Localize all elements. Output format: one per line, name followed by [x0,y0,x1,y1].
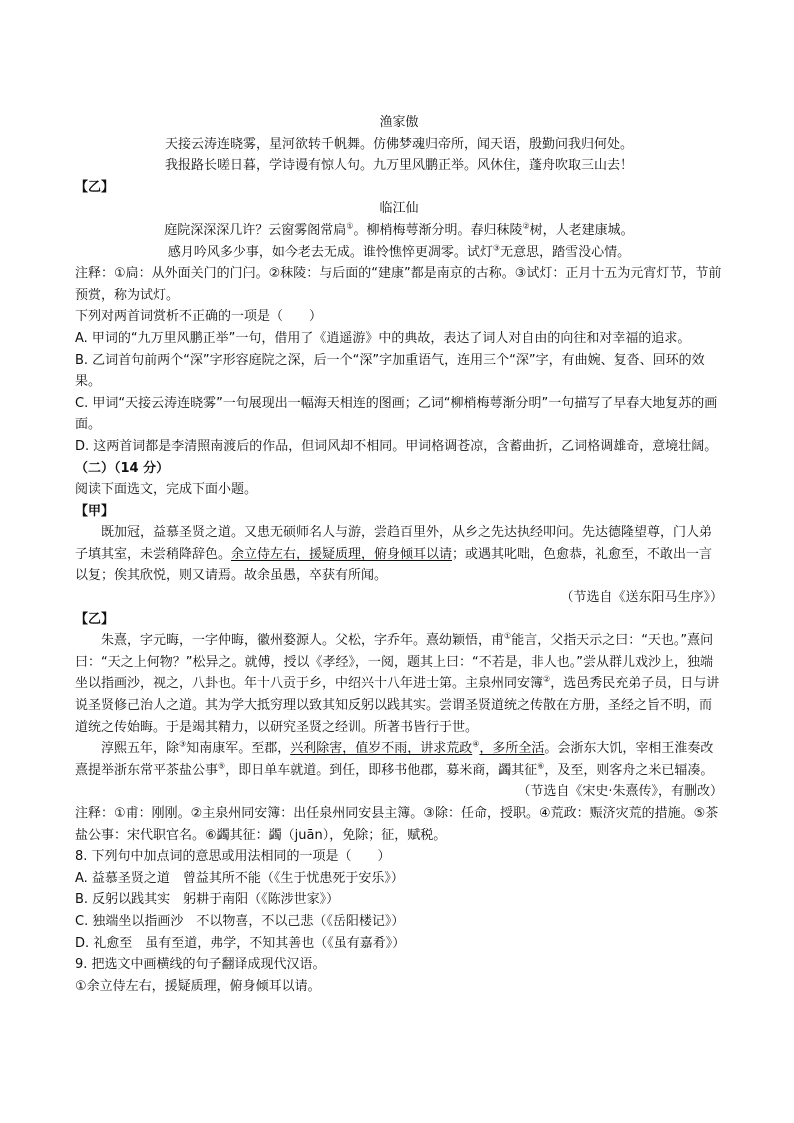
poem2-line2: 感月吟风多少事，如今老去无成。谁怜憔悴更凋零。试灯③无意思，踏雪没心情。 [167,243,631,260]
poem1-title: 渔家傲 [379,115,419,130]
underlined-sentence: 余立侍左右，援疑质理，俯身倾耳以请 [231,546,453,562]
section2-instruction: 阅读下面选文，完成下面小题。 [75,482,258,498]
note-marker: ① [504,631,512,641]
note-marker: ③ [179,739,187,749]
poem1-line1: 天接云涛连晓雾，星河欲转千帆舞。仿佛梦魂归帝所，闻天语，殷勤问我归何处。 [164,136,633,152]
label-yi-poem: 【乙】 [75,179,115,195]
q8-option-b: B. 反躬以践其实 躬耕于南阳（《陈涉世家》） [75,892,340,908]
label-yi: 【乙】 [75,611,115,627]
jia-passage: 既加冠，益慕圣贤之道。又患无硕师名人与游，尝趋百里外，从乡之先达执经叩问。先达德隆望尊，门人弟子填其室，未尝稍降辞色。余立侍左右，援疑质理，俯身倾耳以请；或遇其叱咄，色愈恭，礼愈至，不敢出一言以复；俟其欣悦，则又请焉。故余虽愚，卒获有所闻。 [75,525,713,584]
note-marker: ③ [492,243,501,253]
note-marker: ② [522,221,530,231]
yi-passage-2: 淳熙五年，除③知南康军。至郡，兴利除害，值岁不雨，讲求荒政④，多所全活。会浙东大饥，宰相王淮奏改熹提举浙东常平茶盐公事⑤，即日单车就道。到任，即移书他郡，募米商，蠲其征⑥，及至，则客舟之米已辐凑。 [75,739,714,778]
q8-option-a: A. 益慕圣贤之道 曾益其所不能（《生于忧患死于安乐》） [75,870,404,886]
question-poem-option-b: B. 乙词首句前两个“深”字形容庭院之深，后一个“深”字加重语气，连用三个“深”字，有曲婉、复沓、回环的效果。 [75,352,705,390]
label-jia: 【甲】 [75,503,115,519]
question-poem-option-d: D. 这两首词都是李清照南渡后的作品，但词风却不相同。甲词格调苍凉，含蓄曲折，乙词格调雄奇，意境壮阔。 [75,438,718,454]
poem2-title: 临江仙 [379,201,419,217]
question-poem-option-c: C. 甲词“天接云涛连晓雾”一句展现出一幅海天相连的图画；乙词“柳梢梅萼渐分明”一句描写了早春大地复苏的画面。 [75,395,718,433]
document-content [75,112,723,997]
poem1-line2: 我报路长嗟日暮，学诗谩有惊人句。九万里风鹏正举。风休住，蓬舟吹取三山去！ [164,158,633,174]
yi-passage-1: 朱熹，字元晦，一字仲晦，徽州婺源人。父松，字乔年。熹幼颖悟，甫①能言，父指天示之曰：“天也。”熹问曰：“天之上何物？”松异之。就傅，授以《孝经》，一阅，题其上曰：“不若是，非人也。”尝从群儿戏沙上，独端坐以指画沙，视之，八卦也。年十八贡于乡，中绍兴十八年进士第。主泉州同安簿②，选邑秀民充弟子员，日与讲说圣贤修己治人之道。其为学大抵穷理以致其知反躬以践其实。尝谓圣贤道统之传散在方册，圣经之旨不明，而道统之传始晦。于是竭其精力，以研究圣贤之经训。所著书皆行于世。 [75,631,720,735]
note-marker: ④ [472,739,480,749]
note-marker: ① [346,221,354,231]
note-marker: ② [543,675,551,685]
section2-heading: （二）（14 分） [75,460,170,476]
yi-source: （节选自《宋史·朱熹传》，有删改） [517,784,723,800]
note-marker: ⑥ [537,761,545,771]
jia-source: （节选自《送东阳马生序》） [560,590,723,606]
annotation-prose: 注释：①甫：刚刚。②主泉州同安簿：出任泉州同安县主簿。③除：任命，授职。④荒政：赈济灾荒的措施。⑤茶盐公事：宋代职官名。⑥蠲其征：蠲（juān），免除；征，赋税。 [75,806,719,843]
poem2-line1: 庭院深深深几许？云窗雾阁常扃①。柳梢梅萼渐分明。春归秣陵②树，人老建康城。 [164,221,634,238]
annotation-poem: 注释：①扃：从外面关门的门闩。②秣陵：与后面的“建康”都是南京的古称。③试灯：正月十五为元宵灯节，节前预赏，称为试灯。 [75,266,722,303]
q9-item-1: ①余立侍左右，援疑质理，俯身倾耳以请。 [75,978,321,994]
q8-option-c: C. 独端坐以指画沙 不以物喜，不以己悲（《岳阳楼记》） [75,913,405,929]
q8-option-d: D. 礼愈至 虽有至道，弗学，不知其善也（《虽有嘉肴》） [75,935,406,951]
q9-stem: 9. 把选文中画横线的句子翻译成现代汉语。 [75,957,326,973]
question-poem-stem: 下列对两首词赏析不正确的一项是（ ） [75,309,323,325]
q8-stem: 8. 下列句中加点词的意思或用法相同的一项是（ ） [75,849,391,865]
note-marker: ⑤ [218,761,226,771]
underlined-sentence: 兴利除害，值岁不雨，讲求荒政 [290,741,473,757]
question-poem-option-a: A. 甲词的“九万里风鹏正举”一句，借用了《逍遥游》中的典故，表达了词人对自由的向往和对幸福的追求。 [75,330,691,346]
